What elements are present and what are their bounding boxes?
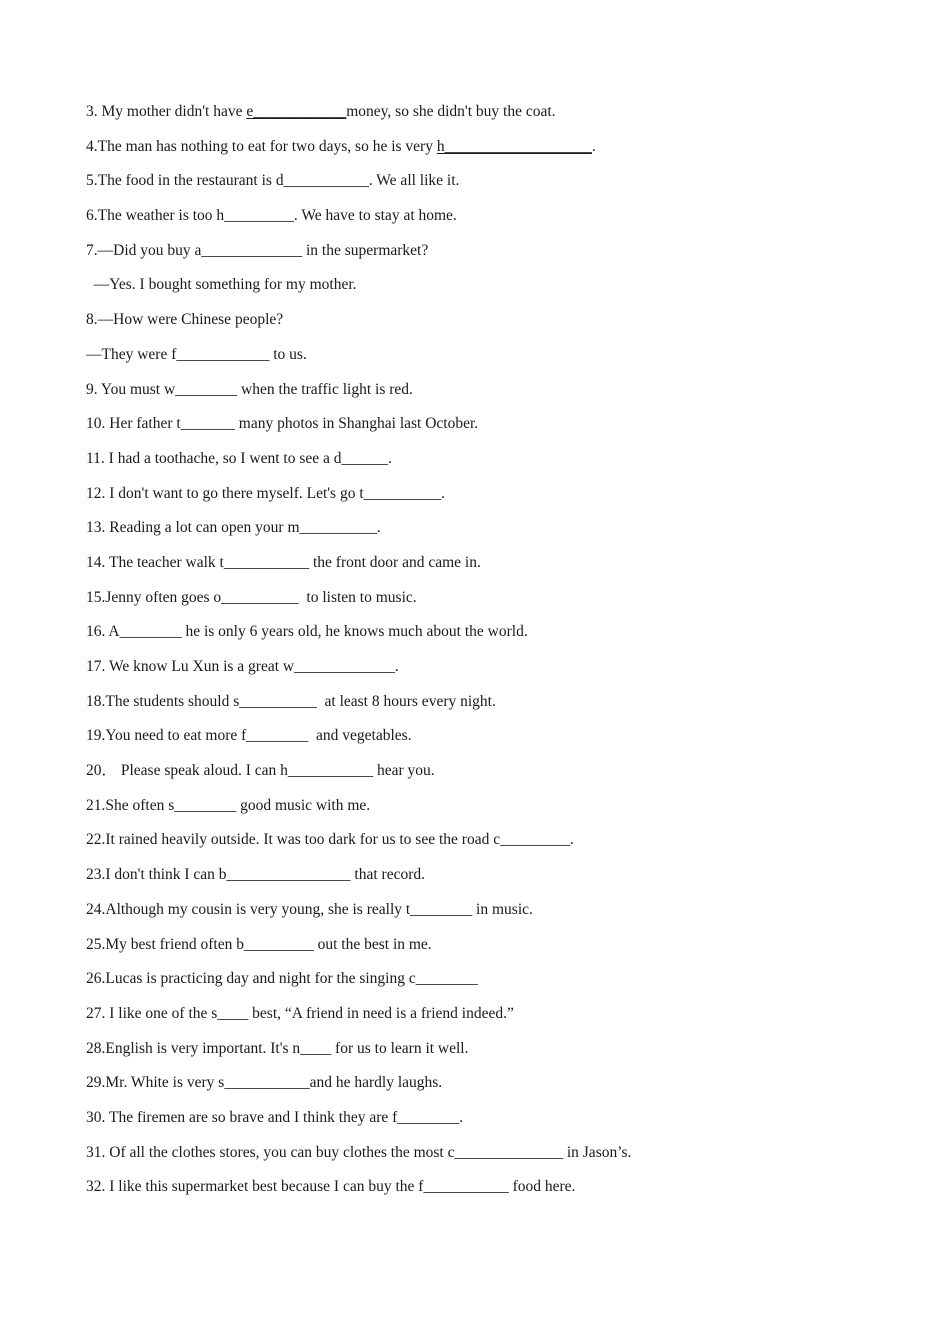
exercise-line: [86, 1176, 886, 1211]
line-text: 12. I don't want to go there myself. Let's go t__________.: [86, 484, 446, 502]
exercise-line: [86, 517, 886, 552]
line-text: 31. Of all the clothes stores, you can buy clothes the most c______________ in Jason’s.: [86, 1143, 632, 1161]
exercise-line: [86, 1142, 886, 1177]
line-text: 26.Lucas is practicing day and night for the singing c________: [86, 970, 478, 988]
exercise-line: [86, 1107, 886, 1142]
exercise-line: [86, 379, 886, 414]
line-text: 10. Her father t_______ many photos in Shanghai last October.: [86, 415, 479, 433]
line-text: 21.She often s________ good music with me.: [86, 796, 371, 814]
line-text: 18.The students should s__________ at least 8 hours every night.: [86, 692, 496, 710]
exercise-line: [86, 656, 886, 691]
line-text: 27. I like one of the s____ best, “A friend in need is a friend indeed.”: [86, 1004, 514, 1022]
line-text: 20． Please speak aloud. I can h___________ hear you.: [86, 762, 435, 780]
line-text: 3. My mother didn't have: [86, 103, 247, 120]
exercise-list: [86, 101, 886, 1211]
exercise-line: [86, 691, 886, 726]
line-text: 19.You need to eat more f________ and vegetables.: [86, 727, 412, 745]
exercise-line: [86, 483, 886, 518]
exercise-line: [86, 587, 886, 622]
line-text: 23.I don't think I can b________________ that record.: [86, 866, 425, 884]
exercise-line: [86, 760, 886, 795]
exercise-line: [86, 968, 886, 1003]
underlined-blank: e____________: [246, 103, 347, 120]
exercise-line: [86, 448, 886, 483]
exercise-line: [86, 101, 886, 136]
exercise-line: [86, 1038, 886, 1073]
line-text: 14. The teacher walk t___________ the front door and came in.: [86, 553, 481, 571]
line-text: 11. I had a toothache, so I went to see a d______.: [86, 449, 392, 467]
exercise-line: [86, 1072, 886, 1107]
exercise-line: [86, 205, 886, 240]
exercise-line: [86, 1003, 886, 1038]
line-text: .: [591, 137, 596, 155]
underlined-blank: h___________________: [436, 137, 592, 155]
line-text: —They were f____________ to us.: [86, 345, 307, 363]
exercise-line: [86, 864, 886, 899]
exercise-line: [86, 309, 886, 344]
exercise-line: [86, 240, 886, 275]
line-text: 9. You must w________ when the traffic light is red.: [86, 380, 413, 398]
exercise-line: [86, 136, 886, 171]
line-text: 24.Although my cousin is very young, she is really t________ in music.: [86, 900, 533, 918]
exercise-line: [86, 899, 886, 934]
exercise-line: [86, 795, 886, 830]
line-text: 16. A________ he is only 6 years old, he knows much about the world.: [86, 623, 528, 641]
line-text: 6.The weather is too h_________. We have to stay at home.: [86, 207, 457, 225]
line-text: 29.Mr. White is very s___________and he hardly laughs.: [86, 1074, 443, 1092]
exercise-line: [86, 552, 886, 587]
line-text: 5.The food in the restaurant is d___________. We all like it.: [86, 172, 460, 190]
line-text: 15.Jenny often goes o__________ to listen to music.: [86, 588, 417, 606]
line-text: 30. The firemen are so brave and I think they are f________.: [86, 1108, 464, 1126]
line-text: 7.—Did you buy a_____________ in the supermarket?: [86, 241, 429, 259]
exercise-line: [86, 725, 886, 760]
exercise-line: [86, 621, 886, 656]
exercise-line: [86, 829, 886, 864]
line-text: 17. We know Lu Xun is a great w_____________.: [86, 658, 399, 675]
exercise-line: [86, 934, 886, 969]
line-text: 25.My best friend often b_________ out the best in me.: [86, 935, 432, 953]
line-text: 28.English is very important. It's n____ for us to learn it well.: [86, 1039, 469, 1057]
exercise-line: [86, 170, 886, 205]
line-text: money, so she didn't buy the coat.: [346, 103, 556, 120]
exercise-line: [86, 413, 886, 448]
line-text: —Yes. I bought something for my mother.: [86, 276, 357, 294]
line-text: 4.The man has nothing to eat for two days, so he is very: [86, 137, 437, 155]
exercise-line: [86, 274, 886, 309]
line-text: 13. Reading a lot can open your m__________.: [86, 519, 381, 537]
exercise-line: [86, 344, 886, 379]
line-text: 8.—How were Chinese people?: [86, 311, 284, 329]
line-text: 22.It rained heavily outside. It was too dark for us to see the road c_________.: [86, 831, 574, 849]
line-text: 32. I like this supermarket best because I can buy the f___________ food here.: [86, 1178, 576, 1196]
